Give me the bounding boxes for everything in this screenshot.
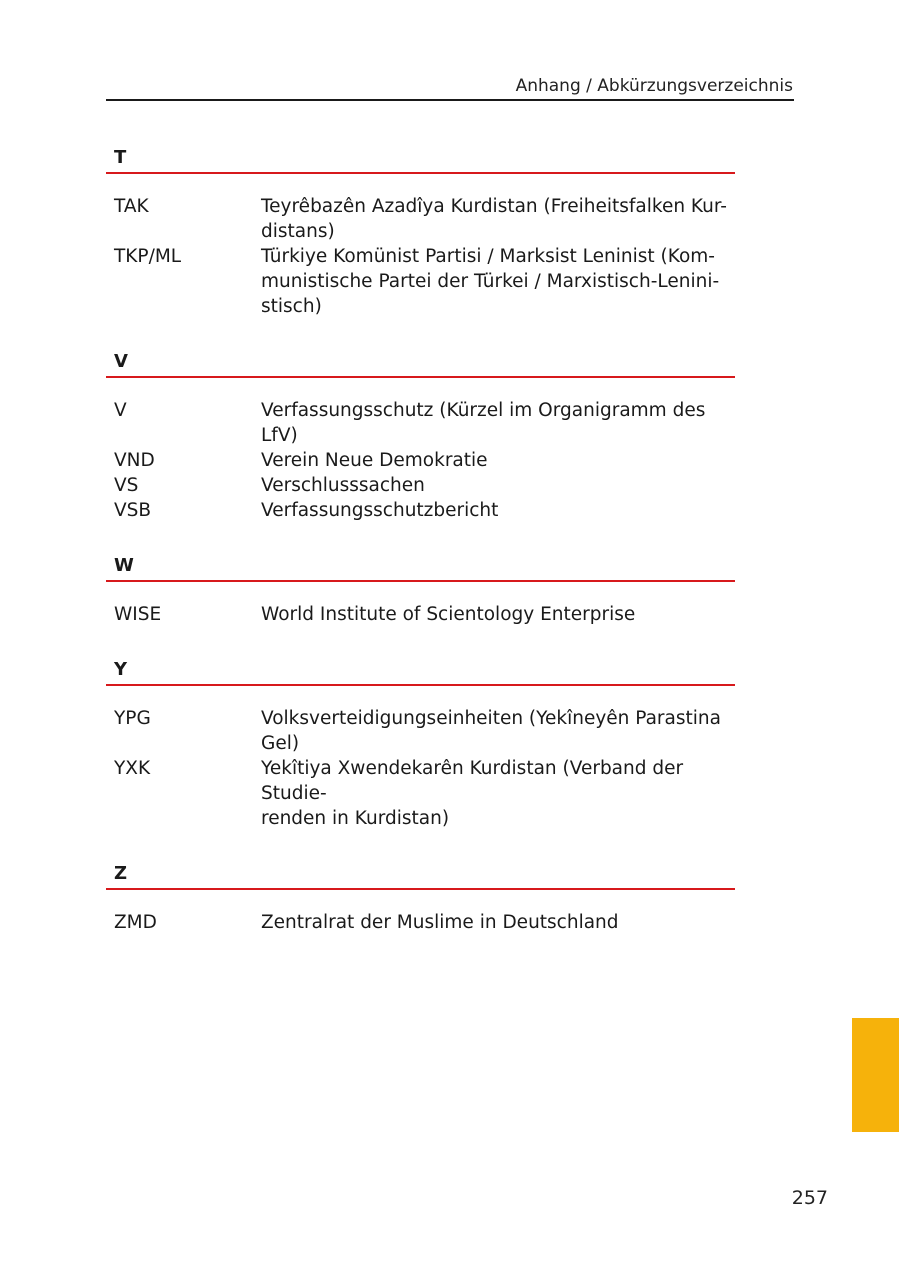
section-y [106,656,735,831]
abbreviation-entry [106,756,735,831]
section-t [106,144,735,319]
section-spacer [106,627,735,656]
abbreviation-description [261,473,735,498]
section-spacer [106,319,735,348]
entry-list [106,890,735,935]
abbreviation-entry [106,398,735,448]
abbreviation: VS [114,475,139,496]
abbreviation-description [261,194,735,244]
abbreviation-description [261,448,735,473]
description-line: Yekîtiya Xwendekarên Kurdistan (Verband der Studie- [261,758,684,804]
abbreviation: ZMD [114,912,157,933]
section-z [106,860,735,935]
entry-list [106,378,735,523]
abbreviation-description [261,602,735,627]
abbreviation-entry [106,473,735,498]
entry-list [106,582,735,627]
section-spacer [106,523,735,552]
abbreviation-entry [106,194,735,244]
abbreviation: TAK [114,196,149,217]
abbreviation-list [106,144,735,935]
abbreviation-entry [106,602,735,627]
abbreviation: VSB [114,500,152,521]
abbreviation-description [261,910,735,935]
description-line: Türkiye Komünist Partisi / Marksist Leninist (Kom- [261,246,715,267]
abbreviation-description [261,756,735,831]
abbreviation: VND [114,450,155,471]
description-line: Verfassungsschutzbericht [261,500,499,521]
description-line: Verschlusssachen [261,475,425,496]
section-letter: W [114,555,134,576]
abbreviation-entry [106,910,735,935]
section-letter: Z [114,863,128,884]
abbreviation: V [114,400,127,421]
section-v [106,348,735,523]
abbreviation-description [261,244,735,319]
entry-list [106,174,735,319]
description-line: LfV) [261,425,298,446]
header-rule [106,99,794,101]
abbreviation-description [261,706,735,756]
abbreviation: YPG [114,708,151,729]
abbreviation-entry [106,244,735,319]
description-line: Teyrêbazên Azadîya Kurdistan (Freiheitsfalken Kur- [261,196,727,217]
section-letter: T [114,147,127,168]
chapter-tab-marker [852,1018,899,1132]
abbreviation-entry [106,498,735,523]
section-w [106,552,735,627]
page-number: 257 [791,1187,828,1209]
abbreviation: WISE [114,604,162,625]
description-line: World Institute of Scientology Enterprise [261,604,636,625]
description-line: munistische Partei der Türkei / Marxistisch-Lenini- [261,271,720,292]
abbreviation-description [261,498,735,523]
abbreviation-entry [106,448,735,473]
abbreviation-description [261,398,735,448]
section-letter: V [114,351,128,372]
description-line: renden in Kurdistan) [261,808,450,829]
abbreviation-entry [106,706,735,756]
section-spacer [106,831,735,860]
entry-list [106,686,735,831]
running-header: Anhang / Abkürzungsverzeichnis [515,76,793,96]
abbreviation: YXK [114,758,151,779]
abbreviation: TKP/ML [114,246,182,267]
description-line: Verein Neue Demokratie [261,450,488,471]
description-line: Verfassungsschutz (Kürzel im Organigramm des [261,400,706,421]
description-line: Zentralrat der Muslime in Deutschland [261,912,619,933]
description-line: Gel) [261,733,300,754]
description-line: stisch) [261,296,322,317]
description-line: Volksverteidigungseinheiten (Yekîneyên Parastina [261,708,721,729]
section-letter: Y [114,659,128,680]
description-line: distans) [261,221,335,242]
